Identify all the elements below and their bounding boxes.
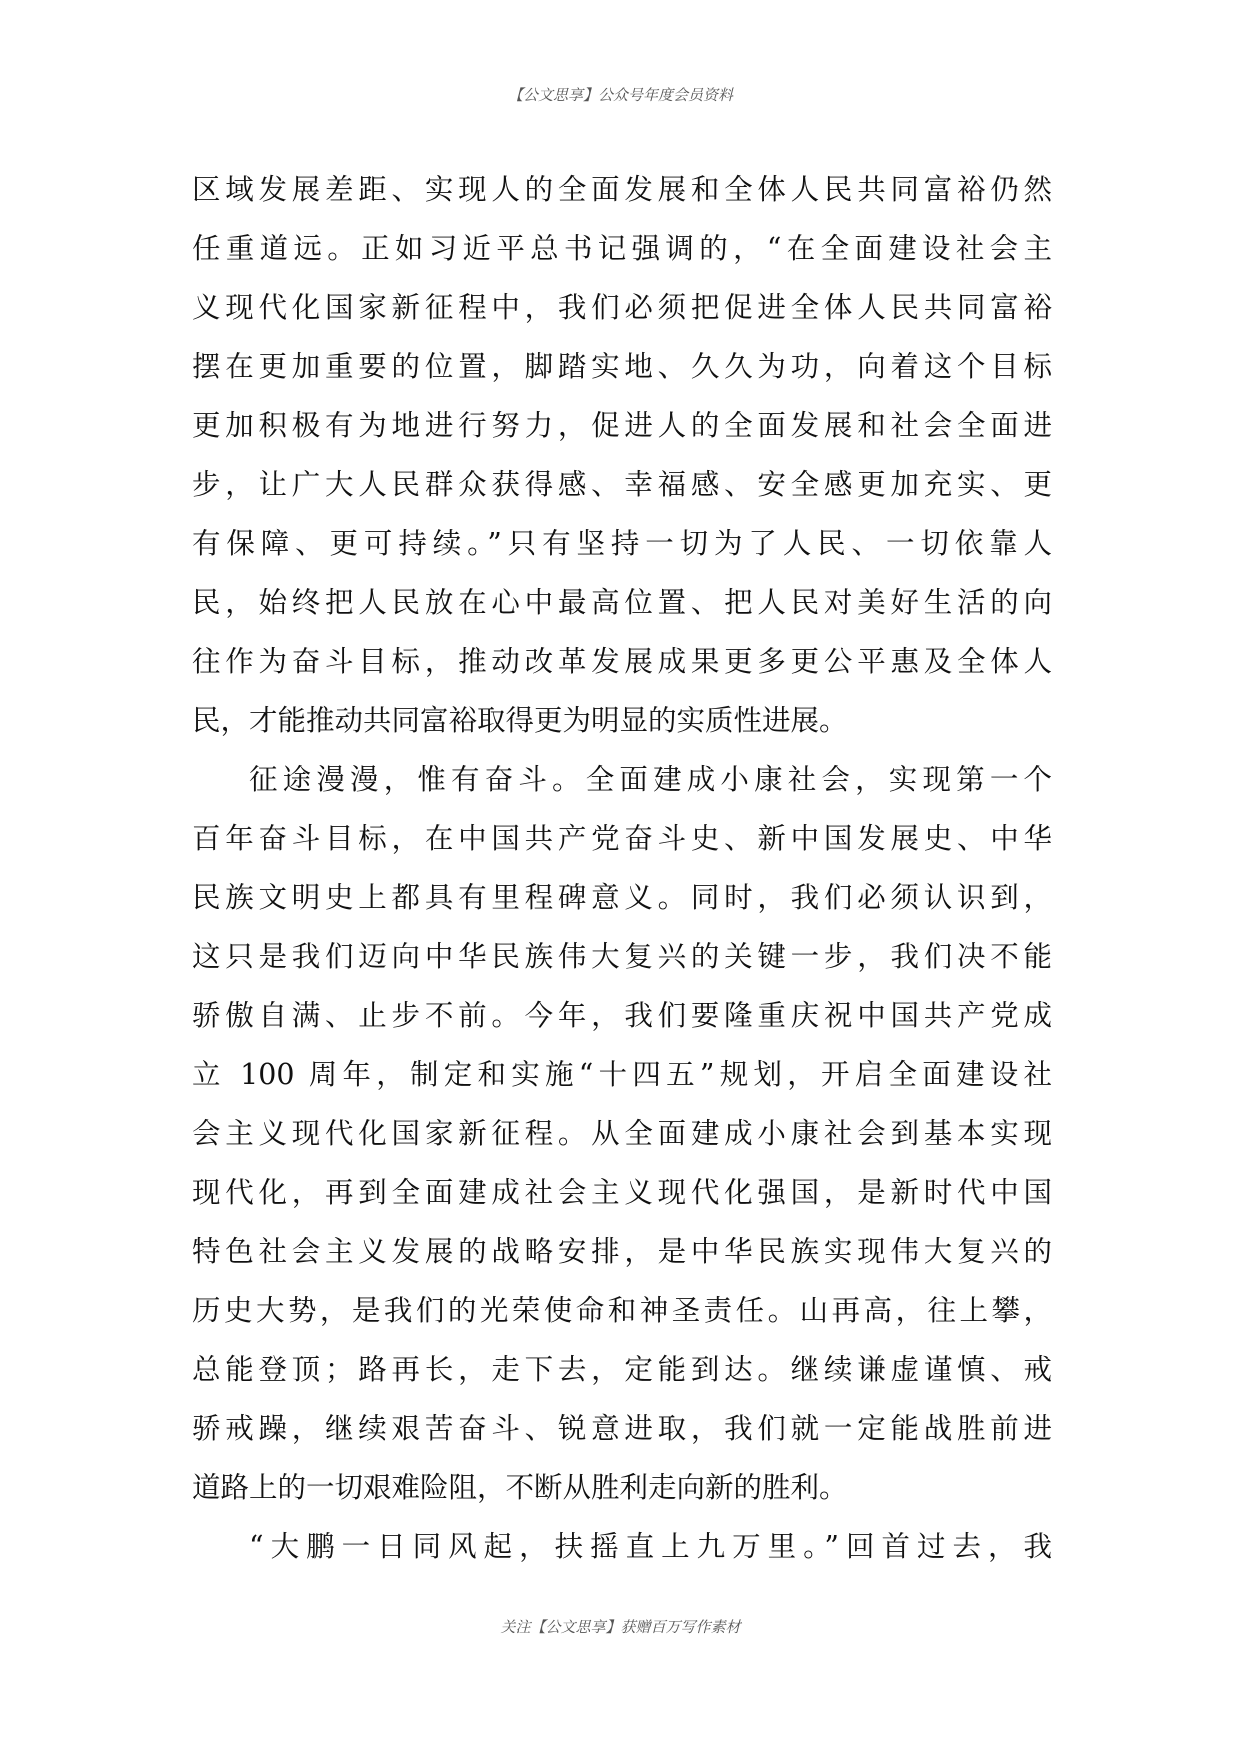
text-line: 有保障、更可持续。”只有坚持一切为了人民、一切依靠人 [192, 527, 1052, 560]
text-line: 步，让广大人民群众获得感、幸福感、安全感更加充实、更 [192, 468, 1052, 501]
text-line: 摆在更加重要的位置，脚踏实地、久久为功，向着这个目标 [192, 350, 1052, 383]
text-line: 立 100 周年，制定和实施“十四五”规划，开启全面建设社 [192, 1058, 1052, 1091]
text-line: 现代化，再到全面建成社会主义现代化强国，是新时代中国 [192, 1176, 1052, 1209]
text-line: 民族文明史上都具有里程碑意义。同时，我们必须认识到， [192, 881, 1052, 914]
text-line: 百年奋斗目标，在中国共产党奋斗史、新中国发展史、中华 [192, 822, 1052, 855]
text-line: 这只是我们迈向中华民族伟大复兴的关键一步，我们决不能 [192, 940, 1052, 973]
text-line: 民，才能推动共同富裕取得更为明显的实质性进展。 [192, 704, 848, 737]
paragraph-first-line: 征途漫漫，惟有奋斗。全面建成小康社会，实现第一个 [249, 763, 1052, 796]
text-line: 义现代化国家新征程中，我们必须把促进全体人民共同富裕 [192, 291, 1052, 324]
text-line: 民，始终把人民放在心中最高位置、把人民对美好生活的向 [192, 586, 1052, 619]
text-line: 骄戒躁，继续艰苦奋斗、锐意进取，我们就一定能战胜前进 [192, 1412, 1052, 1445]
text-line: 区域发展差距、实现人的全面发展和全体人民共同富裕仍然 [192, 173, 1052, 206]
document-body [192, 160, 1052, 1576]
text-line: 道路上的一切艰难险阻，不断从胜利走向新的胜利。 [192, 1471, 848, 1504]
text-line: 历史大势，是我们的光荣使命和神圣责任。山再高，往上攀， [192, 1294, 1052, 1327]
paragraph-first-line: “大鹏一日同风起，扶摇直上九万里。”回首过去，我 [249, 1530, 1052, 1563]
text-line: 任重道远。正如习近平总书记强调的，“在全面建设社会主 [192, 232, 1052, 265]
text-line: 更加积极有为地进行努力，促进人的全面发展和社会全面进 [192, 409, 1052, 442]
text-line: 往作为奋斗目标，推动改革发展成果更多更公平惠及全体人 [192, 645, 1052, 678]
page-header: 【公文思享】公众号年度会员资料 [507, 86, 733, 104]
page-footer: 关注【公文思享】获赠百万写作素材 [500, 1618, 741, 1636]
text-line: 总能登顶；路再长，走下去，定能到达。继续谦虚谨慎、戒 [192, 1353, 1052, 1386]
text-line: 骄傲自满、止步不前。今年，我们要隆重庆祝中国共产党成 [192, 999, 1052, 1032]
text-line: 特色社会主义发展的战略安排，是中华民族实现伟大复兴的 [192, 1235, 1052, 1268]
text-line: 会主义现代化国家新征程。从全面建成小康社会到基本实现 [192, 1117, 1052, 1150]
